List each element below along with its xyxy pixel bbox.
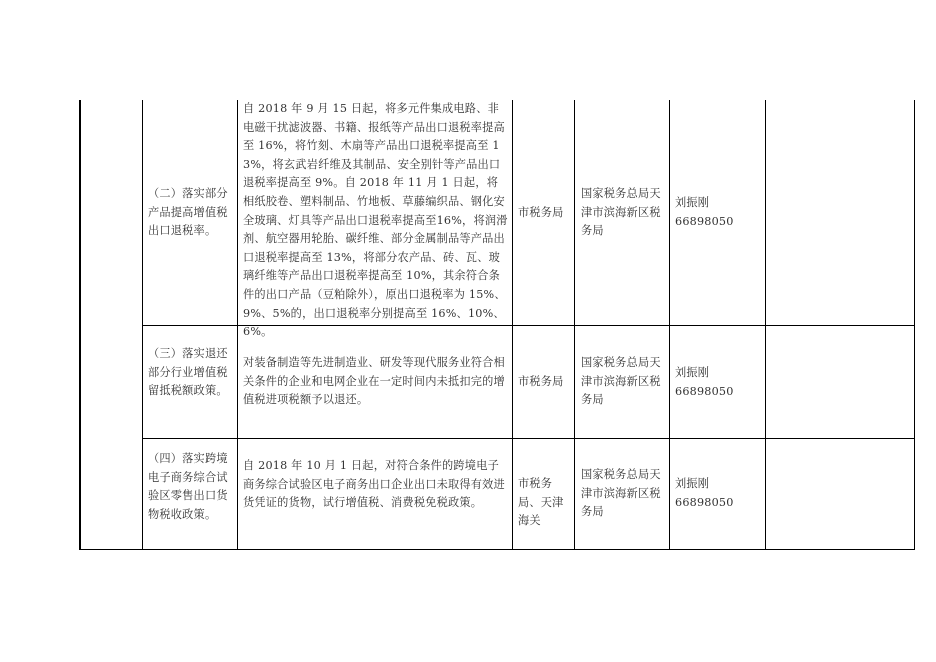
row-item: （四）落实跨境电子商务综合试验区零售出口货物税收政策。 [148, 452, 228, 521]
row-item: （三）落实退还部分行业增值税留抵税额政策。 [148, 347, 228, 398]
row-contact-name: 刘振刚 [675, 366, 710, 379]
row-contact-phone: 66898050 [675, 215, 734, 228]
left-border [79, 100, 81, 550]
row-cooperating-department: 国家税务总局天津市滨海新区税务局 [581, 356, 661, 407]
row-contact-phone: 66898050 [675, 496, 734, 509]
row-cooperating-department: 国家税务总局天津市滨海新区税务局 [581, 187, 661, 238]
row-content: 自 2018 年 10 月 1 日起，对符合条件的跨境电子商务综合试验区电子商务出口企业出口未取得有效进货凭证的货物，试行增值税、消费税免税政策。 [243, 459, 505, 510]
row-divider [142, 438, 915, 439]
row-content: 对装备制造等先进制造业、研发等现代服务业符合相关条件的企业和电网企业在一定时间内未抵扣完的增值税进项税额予以退还。 [243, 356, 505, 407]
bottom-border [79, 549, 915, 550]
row-lead-department: 市税务局 [518, 375, 564, 388]
row-content: 自 2018 年 9 月 15 日起，将多元件集成电路、非电磁干扰滤波器、书籍、报纸等产品出口退税率提高至 16%，将竹刻、木扇等产品出口退税率提高至 13%，将玄武岩纤维及其制品、安全别针等产品出口退税率提高至 9%。自 2018 年 11 月 1 日起，将相纸胶卷、塑料制品、竹地板、草藤编织品、钢化安全玻璃、灯具等产品出口退税率提高至16%，将润滑剂、航空器用轮胎、碳纤维、部分金属制品等产品出口退税率提高至 13%，将部分农产品、砖、瓦、玻璃纤维等产品出口退税率提高至 10%，其余符合条件的出口产品（豆粕除外），原出口退税率为 15%、9%、5%的，出口退税率分别提高至 16%、10%、6%。 [243, 102, 508, 339]
row-lead-department: 市税务局 [518, 206, 564, 219]
row-cooperating-department: 国家税务总局天津市滨海新区税务局 [581, 468, 661, 519]
row-item: （二）落实部分产品提高增值税出口退税率。 [148, 187, 228, 238]
row-contact-name: 刘振刚 [675, 477, 710, 490]
policy-table [79, 100, 915, 550]
row-contact-name: 刘振刚 [675, 196, 710, 209]
row-contact-phone: 66898050 [675, 385, 734, 398]
row-lead-department: 市税务局、天津海关 [518, 477, 564, 528]
